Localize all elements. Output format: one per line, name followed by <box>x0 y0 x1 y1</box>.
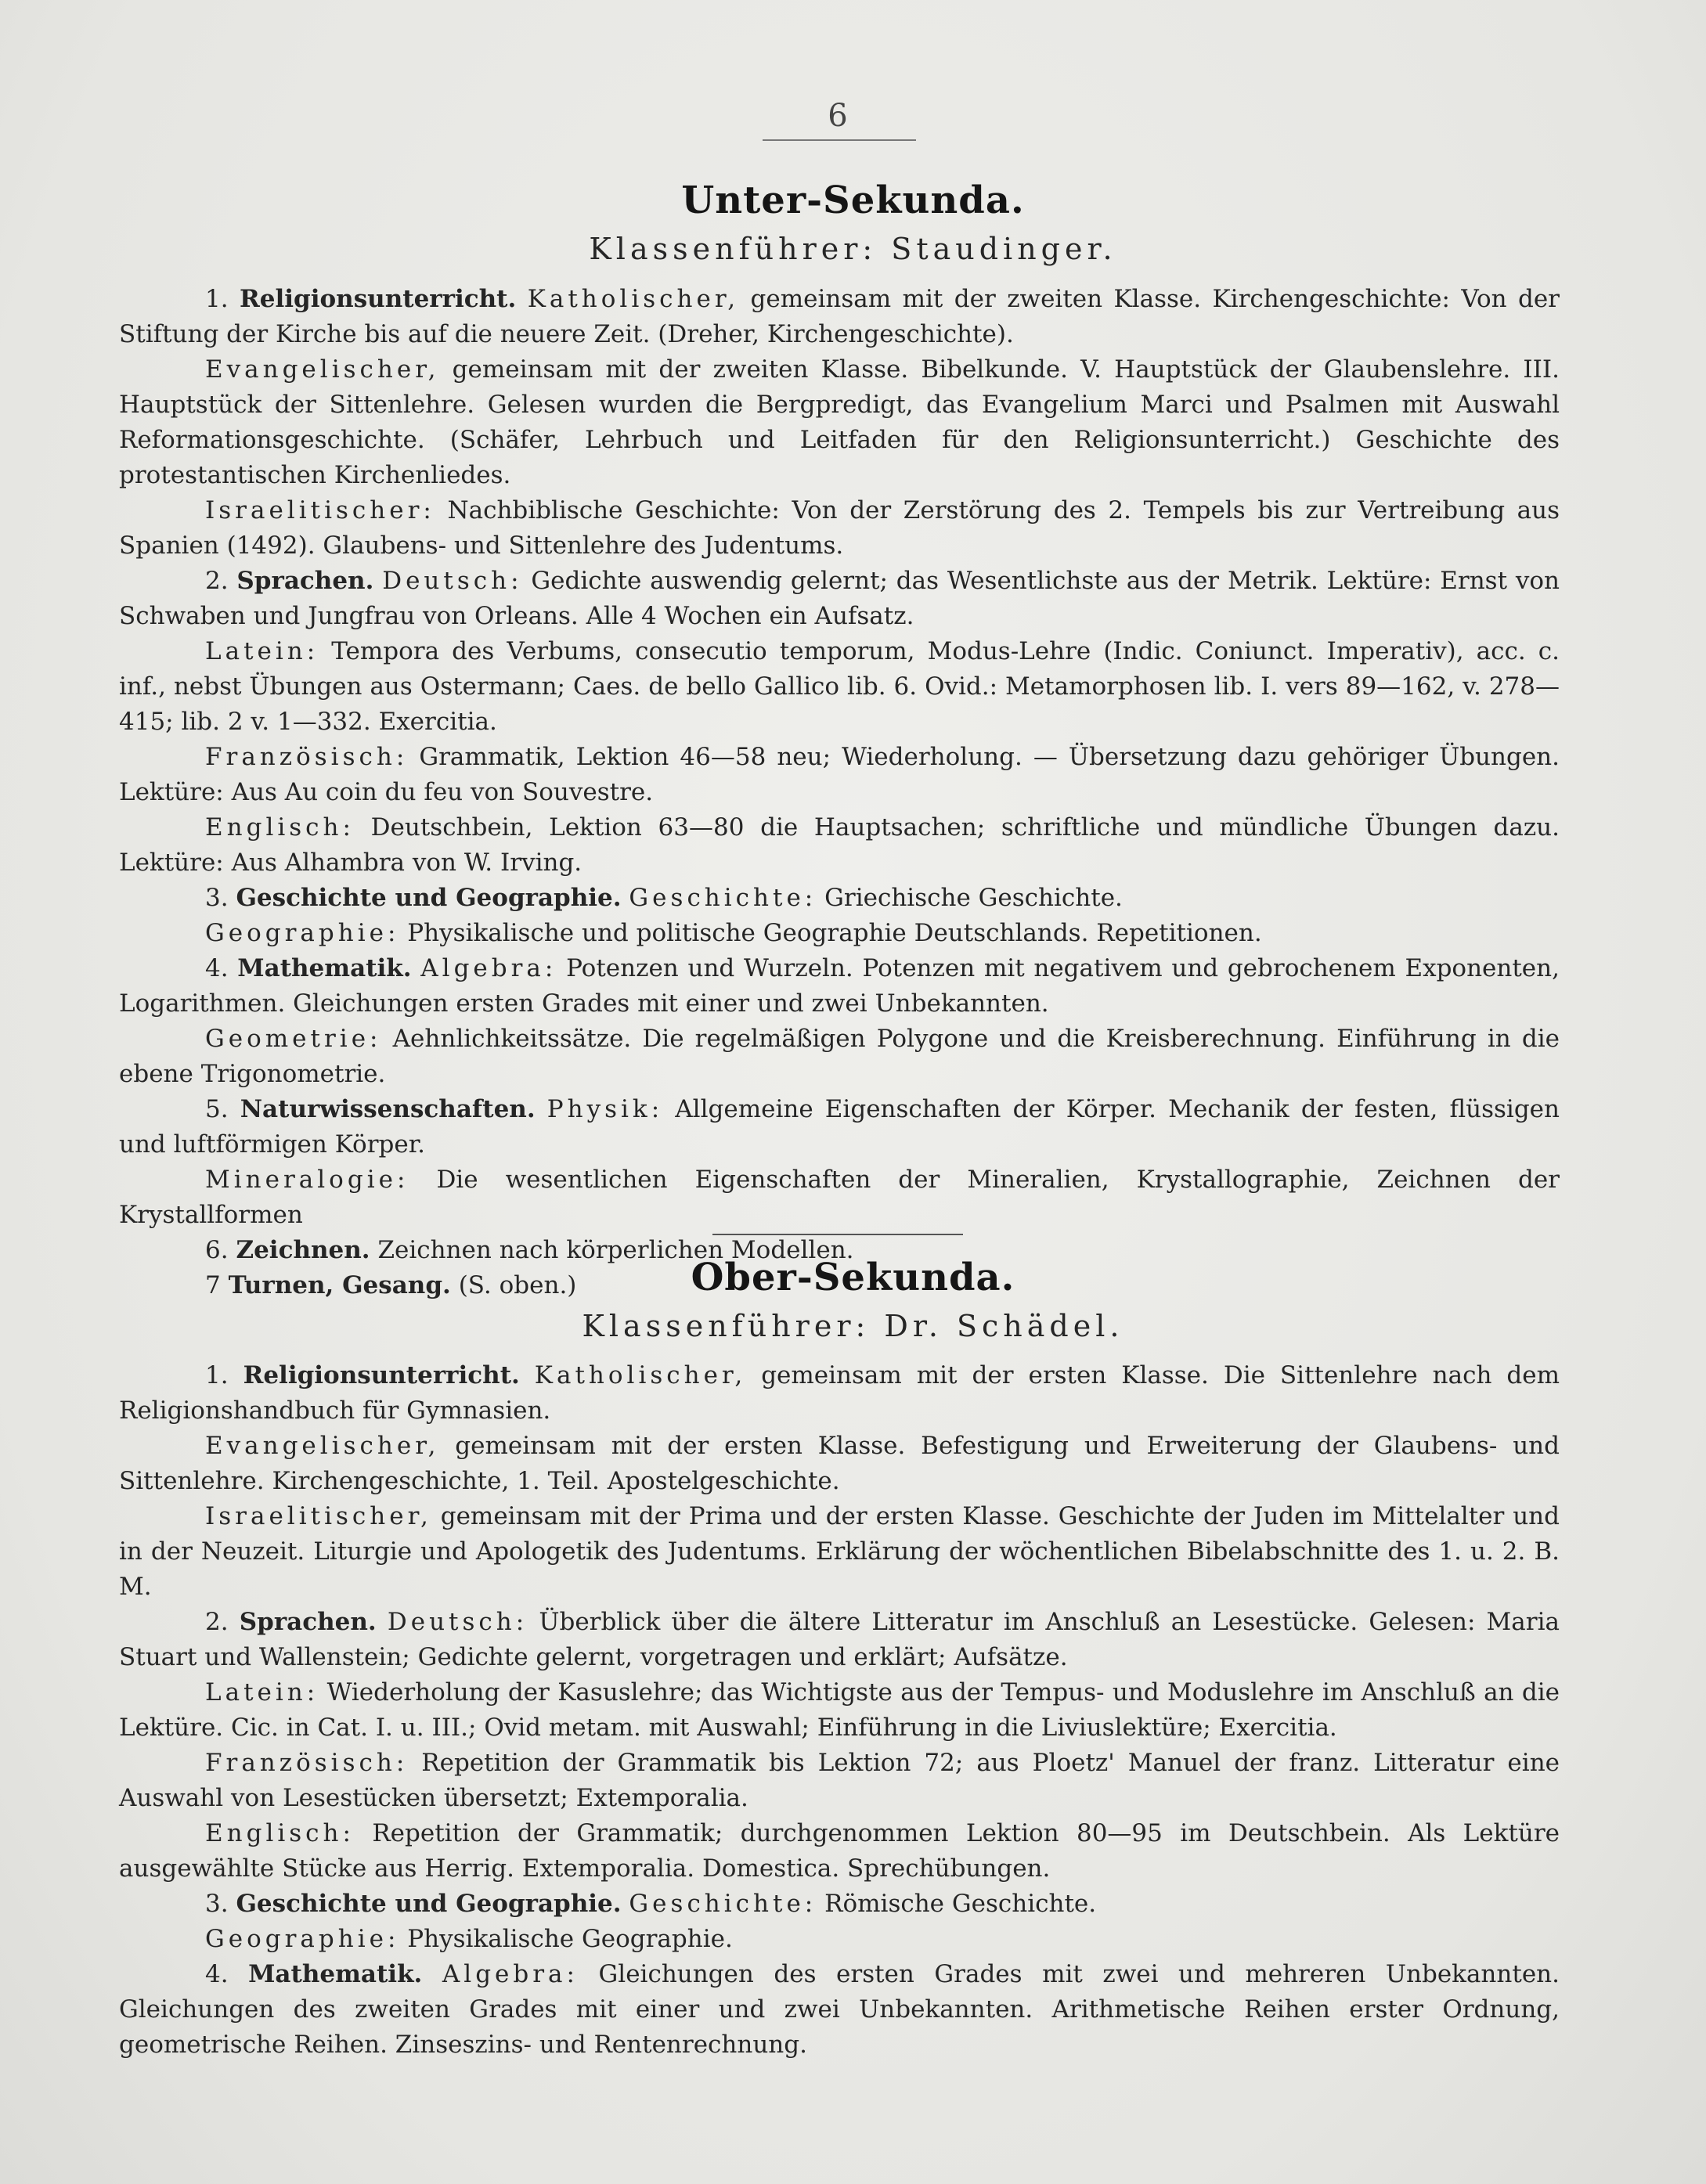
topic-label: Französisch: <box>205 743 409 771</box>
item-number: 4. <box>205 1960 229 1988</box>
topic-label: Deutsch: <box>387 1608 528 1636</box>
topic-label: Katholischer, <box>534 1361 747 1389</box>
paragraph-text: Potenzen und Wurzeln. Potenzen mit negativem und gebrochenem Exponenten, Logarithmen. Gleichungen ersten Grades mit einer und zwei Unbekannten. <box>119 954 1560 1018</box>
teacher-line-ober-sekunda: Klassenführer: Dr. Schädel. <box>582 1309 1124 1343</box>
section-title-unter-sekunda: Unter-Sekunda. <box>681 178 1025 222</box>
paragraph <box>119 916 1560 951</box>
paragraph-text: Allgemeine Eigenschaften der Körper. Mechanik der festen, flüssigen und luftförmigen Körper. <box>119 1095 1560 1159</box>
paragraph <box>119 282 1560 352</box>
paragraph-text: Deutschbein, Lektion 63—80 die Hauptsachen; schriftliche und mündliche Übungen dazu. Lektüre: Aus Alhambra von W. Irving. <box>119 813 1560 877</box>
paragraph-text: Römische Geschichte. <box>824 1890 1097 1918</box>
section-body-unter-sekunda <box>119 282 1560 1303</box>
paragraph-text: Gedichte auswendig gelernt; das Wesentlichste aus der Metrik. Lektüre: Ernst von Schwaben und Jungfrau von Orleans. Alle 4 Wochen ein Aufsatz. <box>119 567 1560 630</box>
paragraph-text: Griechische Geschichte. <box>824 884 1123 912</box>
topic-label: Katholischer, <box>527 285 740 313</box>
subject-heading: Geschichte und Geographie. <box>236 884 622 912</box>
paragraph-text: gemeinsam mit der Prima und der ersten Klasse. Geschichte der Juden im Mittelalter und in der Neuzeit. Liturgie und Apologetik des Judentums. Erklärung der wöchentlichen Bibelabschnitte des 1. u. 2. B. M. <box>119 1502 1560 1601</box>
paragraph <box>119 1746 1560 1816</box>
subject-heading: Religionsunterricht. <box>243 1361 520 1389</box>
paragraph-text: Physikalische Geographie. <box>407 1925 733 1953</box>
topic-label: Geographie: <box>205 1925 400 1953</box>
section-title-ober-sekunda: Ober-Sekunda. <box>691 1256 1015 1299</box>
paragraph-text: Wiederholung der Kasuslehre; das Wichtigste aus der Tempus- und Moduslehre im Anschluß an die Lektüre. Cic. in Cat. I. u. III.; Ovid metam. mit Auswahl; Einführung in die Liviuslektüre; Exercitia. <box>119 1678 1560 1742</box>
section-body-ober-sekunda <box>119 1358 1560 2063</box>
paragraph <box>119 352 1560 493</box>
subject-heading: Zeichnen. <box>236 1236 370 1264</box>
item-number: 6. <box>205 1236 229 1264</box>
paragraph-text: Nachbiblische Geschichte: Von der Zerstörung des 2. Tempels bis zur Vertreibung aus Spanien (1492). Glaubens- und Sittenlehre des Judentums. <box>119 496 1560 560</box>
paragraph <box>119 1816 1560 1887</box>
paragraph-text: Repetition der Grammatik; durchgenommen Lektion 80—95 im Deutschbein. Als Lektüre ausgewählte Stücke aus Herrig. Extemporalia. Domestica. Sprechübungen. <box>119 1819 1560 1883</box>
paragraph <box>119 1605 1560 1675</box>
paragraph-text: gemeinsam mit der zweiten Klasse. Kirchengeschichte: Von der Stiftung der Kirche bis auf die neuere Zeit. (Dreher, Kirchengeschichte). <box>119 285 1560 348</box>
topic-label: Algebra: <box>420 954 557 982</box>
item-number: 1. <box>205 285 229 313</box>
topic-label: Geographie: <box>205 919 400 947</box>
item-number: 1. <box>205 1361 229 1389</box>
paragraph <box>119 493 1560 564</box>
item-number: 2. <box>205 567 229 595</box>
paragraph-text: Gleichungen des ersten Grades mit zwei und mehreren Unbekannten. Gleichungen des zweiten Grades mit einer und zwei Unbekannten. Arithmetische Reihen erster Ordnung, geometrische Reihen. Zinseszins- und Rentenrechnung. <box>119 1960 1560 2059</box>
topic-label: Israelitischer: <box>205 496 435 524</box>
paragraph <box>119 1429 1560 1499</box>
item-number: 4. <box>205 954 229 982</box>
topic-label: Latein: <box>205 1678 319 1706</box>
topic-label: Evangelischer, <box>205 355 440 384</box>
section-divider <box>712 1234 963 1235</box>
paragraph <box>119 951 1560 1022</box>
topic-label: Französisch: <box>205 1749 409 1777</box>
subject-heading: Geschichte und Geographie. <box>236 1890 622 1918</box>
item-number: 7 <box>205 1271 221 1299</box>
paragraph <box>119 1922 1560 1957</box>
subject-heading: Religionsunterricht. <box>240 285 517 313</box>
topic-label: Deutsch: <box>382 567 523 595</box>
paragraph <box>119 634 1560 740</box>
paragraph <box>119 564 1560 634</box>
topic-label: Geschichte: <box>629 884 817 912</box>
topic-label: Englisch: <box>205 1819 355 1847</box>
paragraph <box>119 881 1560 916</box>
paragraph <box>119 1162 1560 1233</box>
page-number-area <box>752 100 924 132</box>
paragraph <box>119 1499 1560 1605</box>
paragraph-text: Repetition der Grammatik bis Lektion 72; aus Ploetz' Manuel der franz. Litteratur eine Auswahl von Lesestücken übersetzt; Extemporalia. <box>119 1749 1560 1812</box>
paragraph-text: gemeinsam mit der zweiten Klasse. Bibelkunde. V. Hauptstück der Glaubenslehre. III. Hauptstück der Sittenlehre. Gelesen wurden die Bergpredigt, das Evangelium Marci und Psalmen mit Auswahl Reformationsgeschichte. (Schäfer, Lehrbuch und Leitfaden für den Religionsunterricht.) Geschichte des protestantischen Kirchenliedes. <box>119 355 1560 489</box>
item-number: 3. <box>205 1890 229 1918</box>
topic-label: Englisch: <box>205 813 355 842</box>
paragraph <box>119 1675 1560 1746</box>
paragraph <box>119 1092 1560 1162</box>
subject-heading: Mathematik. <box>248 1960 423 1988</box>
topic-label: Israelitischer, <box>205 1502 432 1530</box>
paragraph-text: Überblick über die ältere Litteratur im Anschluß an Lesestücke. Gelesen: Maria Stuart und Wallenstein; Gedichte gelernt, vorgetragen und erklärt; Aufsätze. <box>119 1608 1560 1671</box>
item-number: 5. <box>205 1095 229 1123</box>
paragraph <box>119 1358 1560 1429</box>
subject-heading: Naturwissenschaften. <box>240 1095 536 1123</box>
paragraph <box>119 740 1560 810</box>
topic-label: Geschichte: <box>629 1890 817 1918</box>
item-number: 3. <box>205 884 229 912</box>
paragraph-text: Die wesentlichen Eigenschaften der Mineralien, Krystallographie, Zeichnen der Krystallformen <box>119 1166 1560 1229</box>
paragraph-text: gemeinsam mit der ersten Klasse. Die Sittenlehre nach dem Religionshandbuch für Gymnasien. <box>119 1361 1560 1425</box>
topic-label: Mineralogie: <box>205 1166 409 1194</box>
paragraph-text: Physikalische und politische Geographie Deutschlands. Repetitionen. <box>407 919 1262 947</box>
paragraph <box>119 1022 1560 1092</box>
topic-label: Latein: <box>205 637 319 665</box>
paragraph-text: Zeichnen nach körperlichen Modellen. <box>377 1236 854 1264</box>
teacher-line-unter-sekunda: Klassenführer: Staudinger. <box>589 232 1117 266</box>
paragraph <box>119 810 1560 881</box>
paragraph-text: Grammatik, Lektion 46—58 neu; Wiederholung. — Übersetzung dazu gehöriger Übungen. Lektüre: Aus Au coin du feu von Souvestre. <box>119 743 1560 806</box>
subject-heading: Sprachen. <box>239 1608 377 1636</box>
topic-label: Evangelischer, <box>205 1432 440 1460</box>
page-number: 6 <box>828 98 848 134</box>
subject-heading: Mathematik. <box>237 954 412 982</box>
paragraph-text: Aehnlichkeitssätze. Die regelmäßigen Polygone und die Kreisberechnung. Einführung in die ebene Trigonometrie. <box>119 1025 1560 1088</box>
subject-heading: Turnen, Gesang. <box>228 1271 451 1299</box>
paragraph-text: gemeinsam mit der ersten Klasse. Befestigung und Erweiterung der Glaubens- und Sittenlehre. Kirchengeschichte, 1. Teil. Apostelgeschichte. <box>119 1432 1560 1495</box>
topic-label: Geometrie: <box>205 1025 382 1053</box>
paragraph-text: Tempora des Verbums, consecutio temporum, Modus-Lehre (Indic. Coniunct. Imperativ), acc. c. inf., nebst Übungen aus Ostermann; Caes. de bello Gallico lib. 6. Ovid.: Metamorphosen lib. I. vers 89—162, v. 278—415; lib. 2 v. 1—332. Exercitia. <box>119 637 1560 736</box>
paragraph <box>119 1957 1560 2063</box>
subject-heading: Sprachen. <box>236 567 374 595</box>
page-number-rule <box>763 139 916 141</box>
paragraph-text: (S. oben.) <box>458 1271 577 1299</box>
topic-label: Algebra: <box>442 1960 579 1988</box>
paragraph <box>119 1887 1560 1922</box>
item-number: 2. <box>205 1608 229 1636</box>
topic-label: Physik: <box>546 1095 664 1123</box>
